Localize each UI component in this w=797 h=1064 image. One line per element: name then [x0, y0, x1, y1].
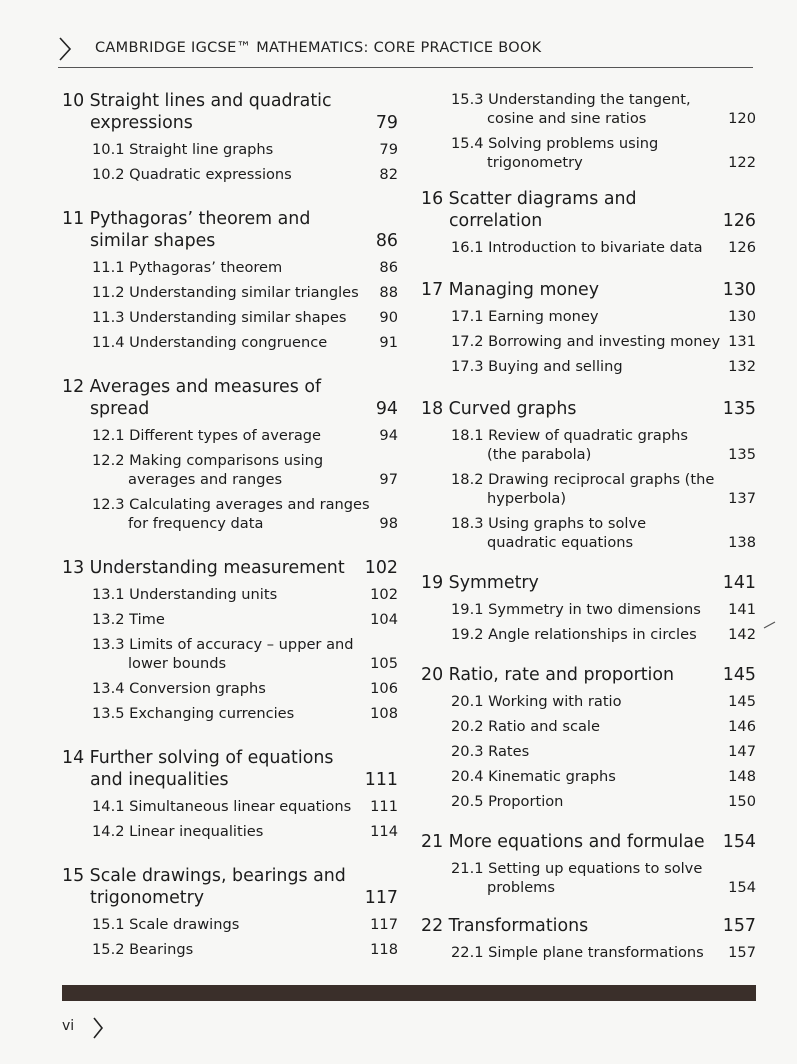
section-title: 14.1 Simultaneous linear equations: [92, 798, 352, 815]
section-page-number: 132: [728, 358, 756, 375]
section-title: 12.3 Calculating averages and ranges for frequency data: [92, 496, 370, 532]
section-page-number: 141: [728, 601, 756, 618]
section-page-number: 88: [379, 284, 398, 301]
section-title: 11.3 Understanding similar shapes: [92, 309, 347, 326]
section-title: 21.1 Setting up equations to solve problems: [451, 860, 703, 896]
toc-section-row: [421, 332, 756, 351]
toc-section-row: [62, 283, 398, 302]
section-title: 18.2 Drawing reciprocal graphs (the hyperbola): [451, 471, 715, 507]
toc-chapter-row: [421, 398, 756, 420]
chapter-title: 16 Scatter diagrams and correlation: [421, 189, 637, 231]
toc-chapter: [62, 747, 398, 841]
chapter-page-number: 154: [722, 832, 756, 852]
section-page-number: 105: [370, 655, 398, 672]
toc-section-row: [62, 797, 398, 816]
section-page-number: 106: [370, 680, 398, 697]
toc-section-row: [421, 859, 756, 897]
section-page-number: 86: [379, 259, 398, 276]
toc-chapter-row: [421, 188, 756, 232]
toc-chapter: [421, 915, 756, 962]
toc-chapter: [62, 90, 398, 184]
section-page-number: 79: [379, 141, 398, 158]
toc-chapter: [62, 376, 398, 533]
section-title: 20.3 Rates: [451, 743, 530, 760]
toc-chapter-row: [421, 664, 756, 686]
toc-section-row: [421, 943, 756, 962]
chapter-title: 20 Ratio, rate and proportion: [421, 665, 675, 685]
toc-right-column: [421, 90, 756, 962]
toc-section-row: [62, 426, 398, 445]
section-title: 13.1 Understanding units: [92, 586, 278, 603]
section-title: 20.4 Kinematic graphs: [451, 768, 616, 785]
section-page-number: 131: [728, 333, 756, 350]
section-page-number: 97: [379, 471, 398, 488]
toc-chapter: [421, 572, 756, 644]
section-page-number: 90: [379, 309, 398, 326]
chapter-page-number: 130: [722, 280, 756, 300]
toc-section-row: [421, 792, 756, 811]
section-page-number: 137: [728, 490, 756, 507]
section-title: 22.1 Simple plane transformations: [451, 944, 704, 961]
section-page-number: 142: [728, 626, 756, 643]
toc-chapter: [421, 398, 756, 552]
toc-section-row: [62, 333, 398, 352]
chapter-page-number: 102: [364, 558, 398, 578]
toc-chapter-row: [421, 831, 756, 853]
section-page-number: 82: [379, 166, 398, 183]
toc-section-row: [421, 426, 756, 464]
chapter-title: 13 Understanding measurement: [62, 558, 345, 578]
toc-chapter-row: [62, 747, 398, 791]
section-title: 13.3 Limits of accuracy – upper and lower bounds: [92, 636, 354, 672]
toc-section-row: [421, 600, 756, 619]
toc-section-row: [62, 610, 398, 629]
section-page-number: 146: [728, 718, 756, 735]
section-page-number: 126: [728, 239, 756, 256]
toc-chapter: [421, 279, 756, 376]
toc-section-row: [421, 357, 756, 376]
section-title: 15.1 Scale drawings: [92, 916, 240, 933]
section-page-number: 98: [379, 515, 398, 532]
toc-section-row: [62, 495, 398, 533]
section-title: 15.2 Bearings: [92, 941, 194, 958]
section-title: 13.5 Exchanging currencies: [92, 705, 295, 722]
footer-bar: [62, 985, 756, 1001]
chapter-title: 19 Symmetry: [421, 573, 539, 593]
section-page-number: 154: [728, 879, 756, 896]
section-title: 20.2 Ratio and scale: [451, 718, 600, 735]
section-title: 11.4 Understanding congruence: [92, 334, 328, 351]
section-page-number: 147: [728, 743, 756, 760]
toc-chapter: [62, 208, 398, 352]
chapter-title: 14 Further solving of equations and inequalities: [62, 748, 334, 790]
toc-section-row: [421, 625, 756, 644]
section-title: 14.2 Linear inequalities: [92, 823, 264, 840]
toc-chapter-row: [62, 557, 398, 579]
toc-section-row: [62, 165, 398, 184]
section-title: 20.5 Proportion: [451, 793, 564, 810]
toc-chapter-row: [421, 915, 756, 937]
toc-section-row: [62, 585, 398, 604]
section-title: 15.4 Solving problems using trigonometry: [451, 135, 659, 171]
page-number: vi: [62, 1018, 75, 1034]
toc-section-row: [421, 717, 756, 736]
section-title: 13.2 Time: [92, 611, 165, 628]
chapter-page-number: 135: [722, 399, 756, 419]
chevron-right-icon: [92, 1017, 104, 1039]
toc-section-row: [62, 635, 398, 673]
section-page-number: 102: [370, 586, 398, 603]
toc-chapter-row: [421, 279, 756, 301]
section-page-number: 150: [728, 793, 756, 810]
toc-section-row: [421, 514, 756, 552]
toc-chapter: [421, 90, 756, 172]
chapter-page-number: 94: [375, 399, 398, 419]
section-page-number: 120: [728, 110, 756, 127]
section-title: 11.1 Pythagoras’ theorem: [92, 259, 283, 276]
toc-section-row: [421, 238, 756, 257]
section-page-number: 135: [728, 446, 756, 463]
section-title: 12.1 Different types of average: [92, 427, 322, 444]
chapter-page-number: 126: [722, 211, 756, 231]
toc-chapter-row: [62, 376, 398, 420]
section-page-number: 114: [370, 823, 398, 840]
section-title: 10.2 Quadratic expressions: [92, 166, 292, 183]
page-header: [0, 0, 797, 72]
section-page-number: 118: [370, 941, 398, 958]
toc-section-row: [62, 940, 398, 959]
pen-mark-icon: [763, 620, 777, 630]
section-title: 18.1 Review of quadratic graphs (the parabola): [451, 427, 688, 463]
header-rule: [58, 67, 753, 68]
section-page-number: 111: [370, 798, 398, 815]
toc-section-row: [421, 134, 756, 172]
section-page-number: 104: [370, 611, 398, 628]
toc-chapter-row: [62, 865, 398, 909]
chapter-page-number: 117: [364, 888, 398, 908]
toc-section-row: [421, 742, 756, 761]
section-title: 17.3 Buying and selling: [451, 358, 623, 375]
chevron-right-icon: [58, 37, 72, 61]
section-title: 20.1 Working with ratio: [451, 693, 622, 710]
toc-section-row: [421, 90, 756, 128]
chapter-title: 10 Straight lines and quadratic expressions: [62, 91, 332, 133]
toc-chapter-row: [62, 208, 398, 252]
section-page-number: 148: [728, 768, 756, 785]
section-page-number: 94: [379, 427, 398, 444]
section-title: 13.4 Conversion graphs: [92, 680, 266, 697]
toc-chapter: [62, 865, 398, 959]
chapter-title: 17 Managing money: [421, 280, 600, 300]
toc-section-row: [62, 704, 398, 723]
section-page-number: 145: [728, 693, 756, 710]
chapter-page-number: 157: [722, 916, 756, 936]
toc-section-row: [421, 307, 756, 326]
toc-section-row: [62, 915, 398, 934]
toc-section-row: [62, 822, 398, 841]
toc-section-row: [62, 258, 398, 277]
chapter-page-number: 141: [722, 573, 756, 593]
toc-section-row: [62, 140, 398, 159]
section-title: 12.2 Making comparisons using averages and ranges: [92, 452, 324, 488]
toc-chapter: [62, 557, 398, 723]
toc-chapter-row: [421, 572, 756, 594]
toc-section-row: [421, 470, 756, 508]
chapter-page-number: 145: [722, 665, 756, 685]
toc-section-row: [421, 692, 756, 711]
section-page-number: 138: [728, 534, 756, 551]
section-page-number: 157: [728, 944, 756, 961]
toc-section-row: [62, 679, 398, 698]
section-page-number: 122: [728, 154, 756, 171]
section-title: 19.2 Angle relationships in circles: [451, 626, 697, 643]
chapter-title: 18 Curved graphs: [421, 399, 577, 419]
toc-section-row: [62, 451, 398, 489]
chapter-title: 15 Scale drawings, bearings and trigonometry: [62, 866, 346, 908]
section-title: 17.2 Borrowing and investing money: [451, 333, 721, 350]
section-page-number: 117: [370, 916, 398, 933]
chapter-title: 21 More equations and formulae: [421, 832, 705, 852]
section-title: 16.1 Introduction to bivariate data: [451, 239, 703, 256]
toc-chapter: [421, 664, 756, 811]
toc-left-column: [62, 90, 398, 959]
section-title: 19.1 Symmetry in two dimensions: [451, 601, 701, 618]
section-title: 11.2 Understanding similar triangles: [92, 284, 359, 301]
section-title: 18.3 Using graphs to solve quadratic equations: [451, 515, 647, 551]
toc-chapter: [421, 188, 756, 257]
chapter-title: 22 Transformations: [421, 916, 589, 936]
chapter-page-number: 111: [364, 770, 398, 790]
toc-chapter-row: [62, 90, 398, 134]
chapter-page-number: 86: [375, 231, 398, 251]
section-title: 15.3 Understanding the tangent, cosine and sine ratios: [451, 91, 691, 127]
section-page-number: 91: [379, 334, 398, 351]
chapter-title: 11 Pythagoras’ theorem and similar shapes: [62, 209, 311, 251]
section-title: 17.1 Earning money: [451, 308, 599, 325]
chapter-page-number: 79: [375, 113, 398, 133]
section-page-number: 108: [370, 705, 398, 722]
book-title: CAMBRIDGE IGCSE™ MATHEMATICS: CORE PRACTICE BOOK: [95, 40, 542, 56]
chapter-title: 12 Averages and measures of spread: [62, 377, 322, 419]
section-page-number: 130: [728, 308, 756, 325]
toc-section-row: [62, 308, 398, 327]
toc-section-row: [421, 767, 756, 786]
toc-chapter: [421, 831, 756, 897]
section-title: 10.1 Straight line graphs: [92, 141, 274, 158]
